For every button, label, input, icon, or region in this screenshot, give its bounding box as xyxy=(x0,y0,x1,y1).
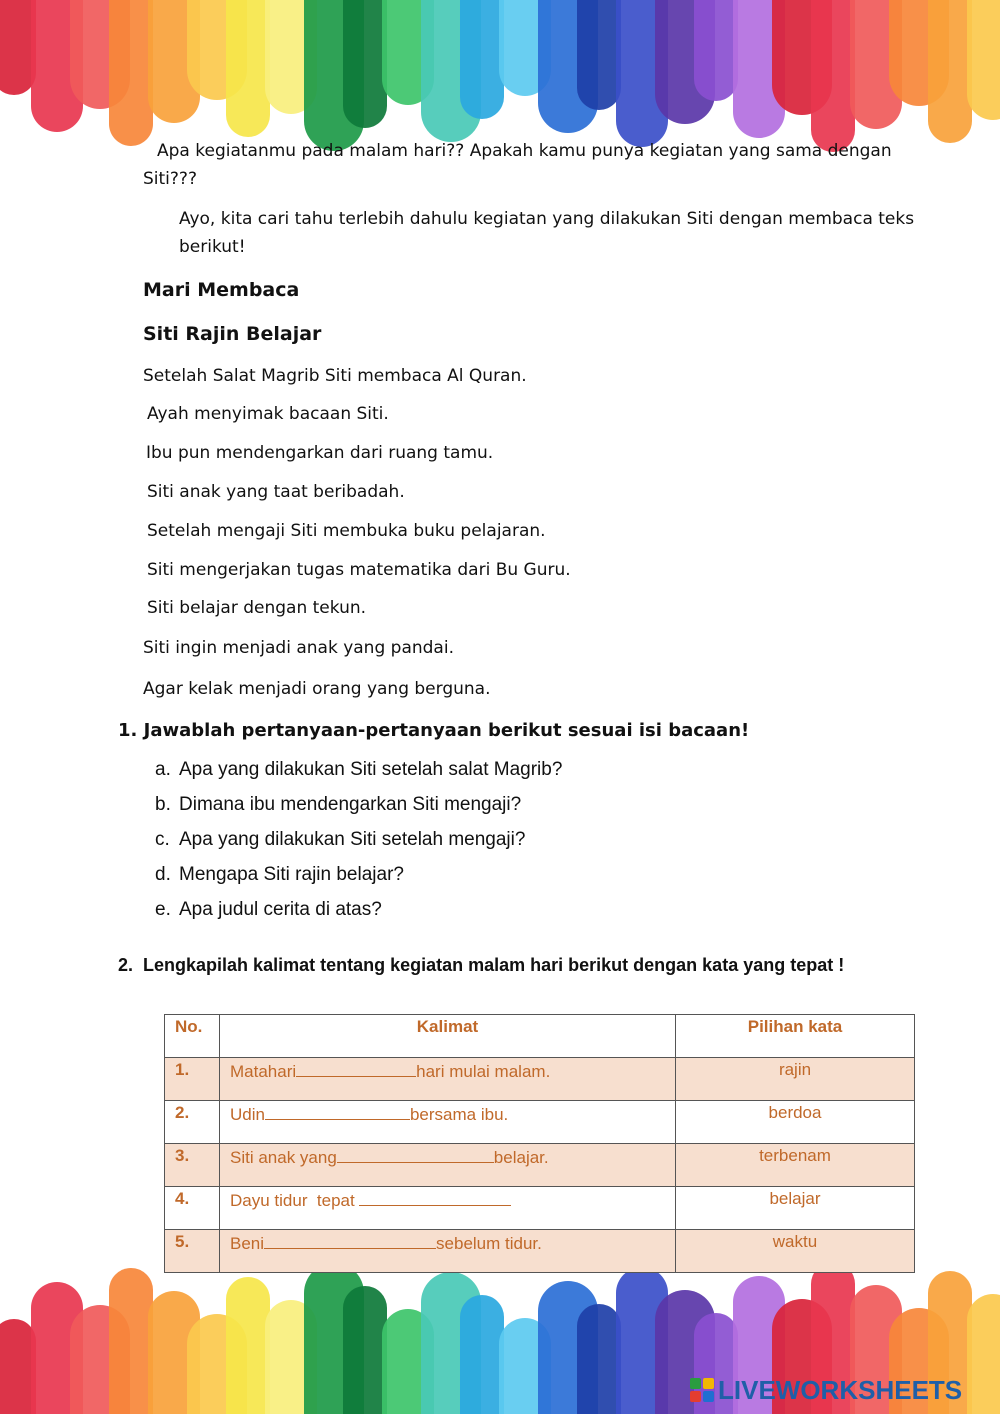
paint-stroke xyxy=(109,0,153,146)
word-option[interactable]: terbenam xyxy=(676,1144,915,1187)
intro-line-4: berikut! xyxy=(179,237,246,257)
paint-stroke xyxy=(577,0,621,110)
section-heading: Mari Membaca xyxy=(143,279,300,301)
paint-stroke xyxy=(0,0,36,95)
row-number: 3. xyxy=(165,1144,220,1187)
story-line: Siti ingin menjadi anak yang pandai. xyxy=(143,638,454,658)
intro-line-3: Ayo, kita cari tahu terlebih dahulu kegiatan yang dilakukan Siti dengan membaca teks xyxy=(179,209,915,229)
word-option[interactable]: waktu xyxy=(676,1230,915,1273)
table-row xyxy=(165,1187,915,1230)
paint-stroke xyxy=(109,1268,153,1414)
sentence-end: bersama ibu. xyxy=(409,1105,509,1124)
logo-grid-icon xyxy=(690,1378,714,1402)
question-2-text: Lengkapilah kalimat tentang kegiatan malam hari berikut dengan kata yang tepat ! xyxy=(143,955,845,975)
sentence-start: Beni xyxy=(230,1234,265,1253)
item-text: Apa yang dilakukan Siti setelah mengaji? xyxy=(179,829,526,850)
item-letter: d. xyxy=(155,864,171,885)
row-number: 1. xyxy=(165,1058,220,1101)
paint-stroke xyxy=(967,1294,1000,1414)
sentence-end: belajar. xyxy=(493,1148,549,1167)
item-text: Apa judul cerita di atas? xyxy=(179,899,382,920)
story-title: Siti Rajin Belajar xyxy=(143,323,322,345)
paint-stroke xyxy=(811,0,855,152)
paint-stroke xyxy=(460,1295,504,1414)
paint-stroke xyxy=(226,1277,270,1414)
answer-blank[interactable] xyxy=(264,1232,436,1249)
row-sentence xyxy=(220,1187,676,1230)
story-line: Agar kelak menjadi orang yang berguna. xyxy=(143,679,491,699)
paint-stroke xyxy=(460,0,504,119)
sentence-end: sebelum tidur. xyxy=(436,1234,542,1253)
paint-stroke xyxy=(343,1286,387,1414)
sentence-start: Siti anak yang xyxy=(230,1148,337,1167)
question-1-list xyxy=(155,756,562,931)
row-sentence xyxy=(220,1144,676,1187)
paint-stroke xyxy=(694,0,738,101)
item-letter: b. xyxy=(155,794,171,815)
item-text: Mengapa Siti rajin belajar? xyxy=(179,864,404,885)
item-text: Dimana ibu mendengarkan Siti mengaji? xyxy=(179,794,522,815)
word-option[interactable]: belajar xyxy=(676,1187,915,1230)
sentence-start: Udin xyxy=(230,1105,265,1124)
question-1-item xyxy=(155,756,562,791)
story-line: Setelah Salat Magrib Siti membaca Al Quran. xyxy=(143,366,527,386)
row-number: 5. xyxy=(165,1230,220,1273)
intro-line-2: Siti??? xyxy=(143,169,197,189)
story-line: Siti belajar dengan tekun. xyxy=(147,598,367,618)
story-line: Ayah menyimak bacaan Siti. xyxy=(147,404,389,424)
question-1-item xyxy=(155,861,562,896)
intro-line-1: Apa kegiatanmu pada malam hari?? Apakah kamu punya kegiatan yang sama dengan xyxy=(157,141,892,161)
table-row xyxy=(165,1144,915,1187)
paint-stroke xyxy=(226,0,270,137)
question-1-text: Jawablah pertanyaan-pertanyaan berikut sesuai isi bacaan! xyxy=(143,720,750,741)
question-1-number: 1. xyxy=(118,720,138,741)
logo-text: LIVEWORKSHEETS xyxy=(718,1374,963,1405)
word-option[interactable]: rajin xyxy=(676,1058,915,1101)
answer-blank[interactable] xyxy=(337,1146,494,1163)
header-no: No. xyxy=(165,1015,220,1058)
sentence-start: Matahari xyxy=(230,1062,297,1081)
row-number: 4. xyxy=(165,1187,220,1230)
paint-stroke xyxy=(577,1304,621,1414)
fill-in-table xyxy=(164,1014,915,1273)
row-sentence xyxy=(220,1230,676,1273)
answer-blank[interactable] xyxy=(359,1189,511,1206)
word-option[interactable]: berdoa xyxy=(676,1101,915,1144)
table-row xyxy=(165,1058,915,1101)
answer-blank[interactable] xyxy=(265,1103,410,1120)
story-line: Setelah mengaji Siti membuka buku pelajaran. xyxy=(147,521,546,541)
sentence-end: hari mulai malam. xyxy=(416,1062,551,1081)
item-letter: c. xyxy=(155,829,170,850)
table-header-row xyxy=(165,1015,915,1058)
story-line: Ibu pun mendengarkan dari ruang tamu. xyxy=(146,443,494,463)
story-line: Siti anak yang taat beribadah. xyxy=(147,482,405,502)
row-number: 2. xyxy=(165,1101,220,1144)
paint-stroke xyxy=(928,0,972,143)
question-1-item xyxy=(155,826,562,861)
header-kalimat: Kalimat xyxy=(220,1015,676,1058)
header-pilihan: Pilihan kata xyxy=(676,1015,915,1058)
item-letter: e. xyxy=(155,899,171,920)
item-text: Apa yang dilakukan Siti setelah salat Magrib? xyxy=(179,759,563,780)
paint-stroke xyxy=(967,0,1000,120)
story-line: Siti mengerjakan tugas matematika dari Bu Guru. xyxy=(147,560,571,580)
row-sentence xyxy=(220,1058,676,1101)
question-2-title xyxy=(118,955,844,976)
sentence-start: Dayu tidur tepat xyxy=(230,1191,360,1210)
question-1-item xyxy=(155,896,562,931)
paint-stroke xyxy=(343,0,387,128)
liveworksheets-logo xyxy=(690,1374,962,1406)
table-row xyxy=(165,1101,915,1144)
question-1-title xyxy=(118,720,749,741)
question-2-number: 2. xyxy=(118,955,134,975)
question-1-item xyxy=(155,791,562,826)
row-sentence xyxy=(220,1101,676,1144)
table-row xyxy=(165,1230,915,1273)
paint-stroke xyxy=(0,1319,36,1414)
answer-blank[interactable] xyxy=(296,1060,416,1077)
item-letter: a. xyxy=(155,759,171,780)
